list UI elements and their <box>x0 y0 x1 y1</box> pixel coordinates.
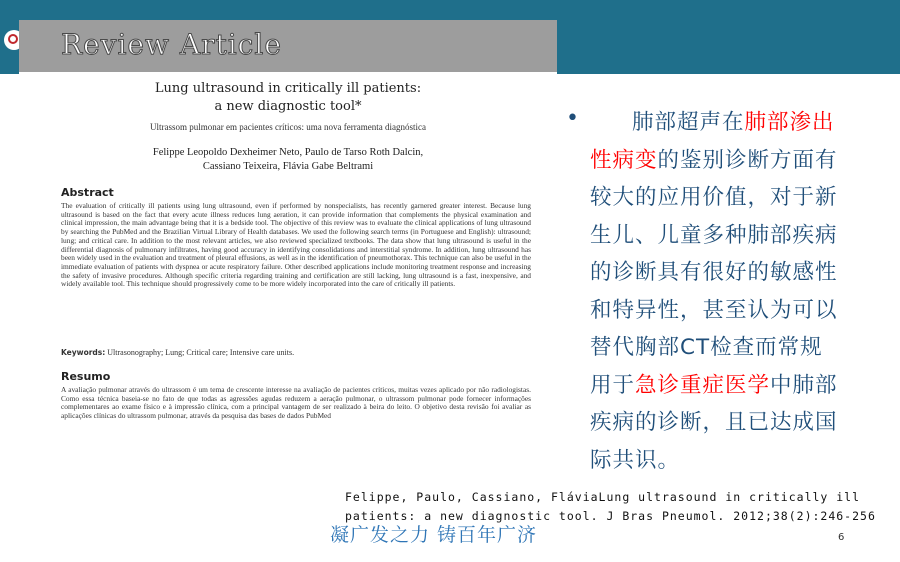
bullet-marker: • <box>566 106 579 131</box>
article-image <box>19 20 557 436</box>
bullet-seg3: 的鉴别诊断方面有较大的应用价值，对于新生儿、儿童多种肺部疾病的诊断具有很好的敏感性和特异性，甚至认为可以替代胸部CT检查而常规用于 <box>590 147 838 398</box>
authors-line1: Felippe Leopoldo Dexheimer Neto, Paulo de Tarso Roth Dalcin, <box>152 147 424 158</box>
page-number: 6 <box>838 532 845 543</box>
article-title <box>19 80 557 116</box>
bullet-highlight-2: 急诊重症医学 <box>635 372 771 398</box>
article-header-bar <box>19 20 557 72</box>
keywords-label: Keywords: <box>61 348 106 357</box>
citation-line1: Felippe, Paulo, Cassiano, FláviaLung ultrasound in critically ill <box>345 490 861 504</box>
resumo-heading: Resumo <box>61 370 111 383</box>
slogan: 凝广发之力 铸百年广济 <box>330 524 538 546</box>
article-authors <box>19 146 557 174</box>
abstract-text: The evaluation of critically ill patients using lung ultrasound, even if performed by nonspecialists, has recently garnered greater interest. Because lung ultrasound is based on the fact that every acute illness reduces lung aeration, it can provide information that complements the physical examination and clinical impression, the main advantage being that it is a bedside tool. The objective of this review was to evaluate the clinical applications of lung ultrasound by searching the PubMed and the Brazilian Virtual Library of Health databases. We used the following search terms (in Portuguese and English): ultrasound; lung; and critical care. In addition to the most relevant articles, we also reviewed specialized textbooks. The data show that lung ultrasound is useful in the differential diagnosis of pulmonary infiltrates, having good accuracy in identifying consolidations and interstitial syndrome. In addition, lung ultrasound has been widely used in the evaluation and treatment of pleural effusions, as well as in the identification of pneumothorax. This technique can also be useful in the immediate evaluation of patients with dyspnea or acute respiratory failure. Other described applications include monitoring treatment response and increasing the safety of invasive procedures. Although specific criteria regarding training and certification are still lacking, lung ultrasound is a fast, inexpensive, and widely available tool. This technique should progressively come to be more widely incorporated into the care of critically ill patients. <box>61 202 531 289</box>
article-header-label: Review Article <box>61 28 282 61</box>
article-title-line1: Lung ultrasound in critically ill patients: <box>154 81 422 96</box>
bullet-highlight-1: 肺部渗出性病变 <box>590 110 835 173</box>
keywords-text: Ultrasonography; Lung; Critical care; Intensive care units. <box>107 348 295 357</box>
abstract-heading: Abstract <box>61 186 114 199</box>
citation-line2: patients: a new diagnostic tool. J Bras Pneumol. 2012;38(2):246-256 <box>345 509 876 523</box>
bullet-seg5: 中肺部疾病的诊断，且已达成国际共识。 <box>590 372 838 473</box>
keywords-line <box>61 348 294 357</box>
article-title-line2: a new diagnostic tool* <box>214 99 362 114</box>
bullet-seg1: 肺部超声在 <box>632 110 745 135</box>
logo-ring <box>8 34 18 44</box>
authors-line2: Cassiano Teixeira, Flávia Gabe Beltrami <box>202 161 374 172</box>
bullet-paragraph <box>590 104 845 479</box>
resumo-text: A avaliação pulmonar através do ultrassom é um tema de crescente interesse na avaliação de pacientes críticos, muitas vezes aplicado por não radiologistas. Como essa técnica baseia-se no fato de que todas as agressões agudas reduzem a aeração pulmonar, o ultrassom pulmonar pode fornecer informações complementares ao exame físico e à impressão clínica, com a principal vantagem de ser realizado à beira do leito. O objetivo desta revisão foi avaliar as aplicações clínicas do ultrassom pulmonar, através da pesquisa das bases de dados PubMed <box>61 386 531 421</box>
article-subtitle: Ultrassom pulmonar em pacientes críticos: uma nova ferramenta diagnóstica <box>150 122 426 132</box>
